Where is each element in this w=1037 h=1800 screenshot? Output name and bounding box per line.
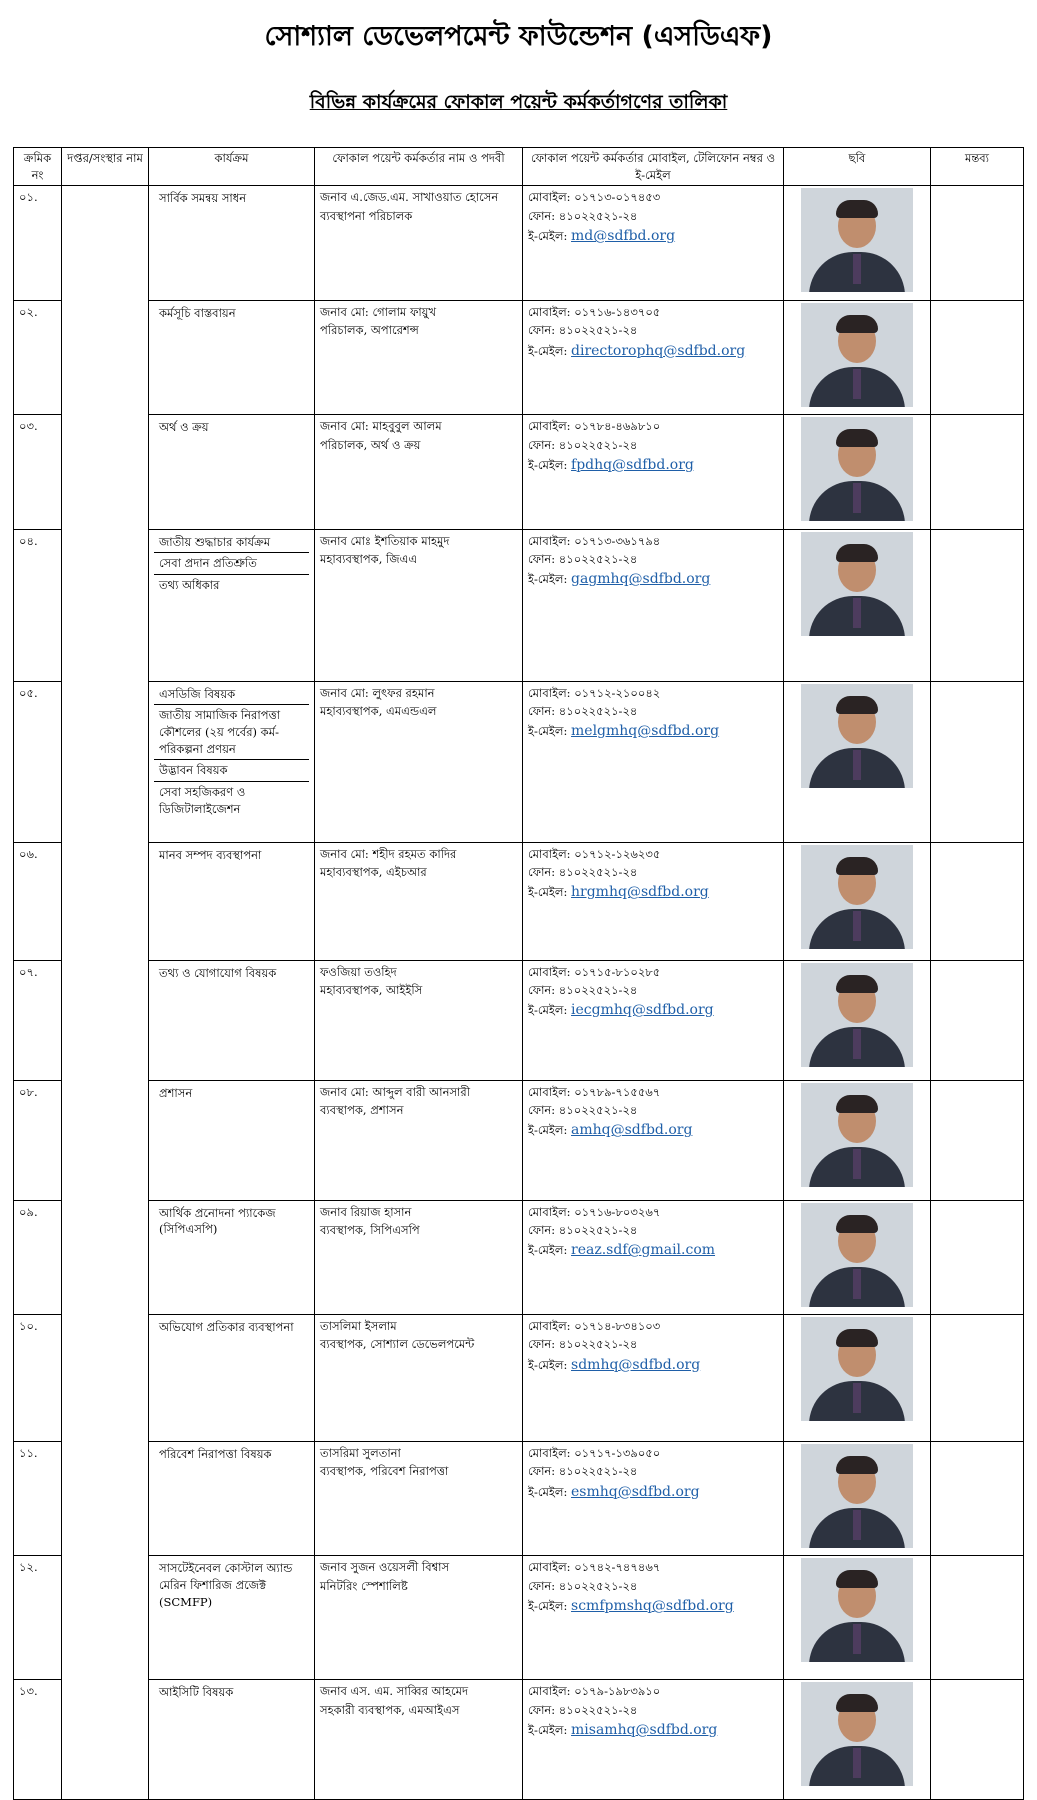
program-cell [149, 842, 315, 960]
officer-cell [315, 1680, 523, 1800]
serial-cell: ০১. [14, 186, 62, 300]
table-header-row [14, 148, 1024, 186]
mobile-number: মোবাইল: ০১৭১৩-৩৬১৭৯৪ [528, 533, 661, 548]
photo-cell [784, 1556, 931, 1680]
subtitle-text: বিভিন্ন কার্যক্রমের ফোকাল পয়েন্ট কর্মকর্তাগণের তালিকা [309, 91, 728, 113]
program-item: উদ্ভাবন বিষয়ক [154, 760, 309, 782]
officer-cell [315, 681, 523, 842]
contact-cell [523, 1200, 784, 1314]
email-line [528, 1119, 778, 1141]
phone-number: ফোন: ৪১০২২৫২১-২৪ [528, 437, 638, 452]
program-item: তথ্য অধিকার [159, 577, 220, 592]
program-cell [149, 960, 315, 1080]
organization-cell [62, 186, 149, 1800]
photo-cell [784, 960, 931, 1080]
serial-cell: ০৪. [14, 529, 62, 681]
program-item: অর্থ ও ক্রয় [159, 420, 209, 435]
officer-cell [315, 842, 523, 960]
email-link[interactable]: esmhq@sdfbd.org [571, 1483, 700, 1500]
photo-hair [836, 544, 878, 562]
email-label: ই-মেইল: [528, 724, 568, 739]
program-cell [149, 1441, 315, 1555]
table-row [14, 1314, 1024, 1441]
table-row [14, 1200, 1024, 1314]
table-row [14, 1556, 1024, 1680]
officer-photo [801, 303, 913, 407]
table-row [14, 681, 1024, 842]
photo-cell [784, 529, 931, 681]
officer-designation: ব্যবস্থাপক, সোশ্যাল ডেভেলপমেন্ট [320, 1337, 475, 1352]
email-link[interactable]: scmfpmshq@sdfbd.org [571, 1598, 734, 1615]
email-line [528, 454, 778, 476]
program-item: আইসিটি বিষয়ক [159, 1685, 234, 1700]
contact-cell [523, 300, 784, 414]
email-label: ই-মেইল: [528, 1484, 568, 1499]
photo-hair [836, 696, 878, 714]
photo-cell [784, 186, 931, 300]
program-item: সার্বিক সমন্বয় সাধন [159, 191, 247, 206]
program-cell [149, 186, 315, 300]
remarks-cell [931, 300, 1024, 414]
officer-cell [315, 415, 523, 529]
remarks-cell [931, 1680, 1024, 1800]
program-item: সেবা সহজিকরণ ও ডিজিটালাইজেশন [159, 784, 246, 816]
email-link[interactable]: directorophq@sdfbd.org [571, 342, 746, 359]
officer-name: জনাব এ.জেড.এম. সাখাওয়াত হোসেন [320, 190, 499, 205]
photo-cell [784, 1314, 931, 1441]
program-item: জাতীয় শুদ্ধাচার কার্যক্রম [154, 532, 309, 554]
officer-name: জনাব মো: আব্দুল বারী আনসারী [320, 1084, 471, 1099]
photo-cell [784, 681, 931, 842]
photo-hair [836, 1570, 878, 1588]
email-line [528, 340, 778, 362]
contact-cell [523, 681, 784, 842]
officer-designation: মহাব্যবস্থাপক, জিএএ [320, 551, 418, 566]
officer-name: তাসরিমা সুলতানা [320, 1445, 401, 1460]
email-link[interactable]: melgmhq@sdfbd.org [571, 723, 720, 740]
officer-cell [315, 1556, 523, 1680]
email-label: ই-মেইল: [528, 1723, 568, 1738]
serial-cell: ০২. [14, 300, 62, 414]
phone-number: ফোন: ৪১০২২৫২১-২৪ [528, 1337, 638, 1352]
column-header-remarks: মন্তব্য [931, 148, 1024, 186]
photo-cell [784, 1080, 931, 1200]
email-line [528, 1719, 778, 1741]
email-line [528, 881, 778, 903]
remarks-cell [931, 1314, 1024, 1441]
column-header-program: কার্যক্রম [149, 148, 315, 186]
mobile-number: মোবাইল: ০১৭১৭-১৩৯০৫০ [528, 1445, 661, 1460]
phone-number: ফোন: ৪১০২২৫২১-২৪ [528, 208, 638, 223]
mobile-number: মোবাইল: ০১৭১২-১২৬২৩৫ [528, 846, 661, 861]
mobile-number: মোবাইল: ০১৭১৫-৮১০২৮৫ [528, 964, 661, 979]
photo-hair [836, 1329, 878, 1347]
officer-photo [801, 963, 913, 1067]
contact-cell [523, 1441, 784, 1555]
program-cell [149, 529, 315, 681]
mobile-number: মোবাইল: ০১৭৪২-৭৪৭৪৬৭ [528, 1560, 661, 1575]
mobile-number: মোবাইল: ০১৭১৩-০১৭৪৫৩ [528, 190, 661, 205]
photo-hair [836, 1694, 878, 1712]
phone-number: ফোন: ৪১০২২৫২১-২৪ [528, 982, 638, 997]
serial-cell: ১০. [14, 1314, 62, 1441]
serial-cell: ০৭. [14, 960, 62, 1080]
officer-cell [315, 960, 523, 1080]
phone-number: ফোন: ৪১০২২৫২১-২৪ [528, 1102, 638, 1117]
photo-hair [836, 857, 878, 875]
photo-tie [853, 1624, 861, 1654]
program-cell [149, 1680, 315, 1800]
email-label: ই-মেইল: [528, 457, 568, 472]
email-link[interactable]: gagmhq@sdfbd.org [571, 571, 711, 588]
remarks-cell [931, 1441, 1024, 1555]
email-label: ই-মেইল: [528, 1003, 568, 1018]
officer-photo [801, 1444, 913, 1548]
officer-photo [801, 845, 913, 949]
program-item: সাসটেইনেবল কোস্টাল অ্যান্ড মেরিন ফিশারিজ প্রজেক্ট (SCMFP) [159, 1561, 293, 1609]
table-body [14, 186, 1024, 1800]
officer-designation: ব্যবস্থাপনা পরিচালক [320, 208, 413, 223]
table-row [14, 1680, 1024, 1800]
remarks-cell [931, 1556, 1024, 1680]
officer-designation: মহাব্যবস্থাপক, এমএন্ডএল [320, 703, 437, 718]
remarks-cell [931, 415, 1024, 529]
officer-designation: সহকারী ব্যবস্থাপক, এমআইএস [320, 1702, 460, 1717]
photo-tie [853, 750, 861, 780]
photo-tie [853, 1383, 861, 1413]
photo-hair [836, 315, 878, 333]
officer-cell [315, 186, 523, 300]
officer-photo [801, 417, 913, 521]
photo-hair [836, 200, 878, 218]
serial-cell: ০৮. [14, 1080, 62, 1200]
photo-cell [784, 842, 931, 960]
officer-designation: পরিচালক, অর্থ ও ক্রয় [320, 437, 421, 452]
email-label: ই-মেইল: [528, 343, 568, 358]
program-item: এসডিজি বিষয়ক [154, 684, 309, 706]
remarks-cell [931, 186, 1024, 300]
contact-cell [523, 529, 784, 681]
officer-name: তাসলিমা ইসলাম [320, 1318, 397, 1333]
column-header-contact: ফোকাল পয়েন্ট কর্মকর্তার মোবাইল, টেলিফোন নম্বর ও ই-মেইল [523, 148, 784, 186]
officer-designation: ব্যবস্থাপক, পরিবেশ নিরাপত্তা [320, 1464, 449, 1479]
officer-name: জনাব মো: লুৎফর রহমান [320, 685, 435, 700]
officer-name: জনাব মো: শহীদ রহমত কাদির [320, 846, 457, 861]
photo-hair [836, 975, 878, 993]
email-link[interactable]: reaz.sdf@gmail.com [571, 1242, 716, 1259]
officer-photo [801, 188, 913, 292]
photo-cell [784, 1441, 931, 1555]
email-label: ই-মেইল: [528, 229, 568, 244]
email-link[interactable]: md@sdfbd.org [571, 228, 676, 245]
program-item: তথ্য ও যোগাযোগ বিষয়ক [159, 965, 277, 980]
page-title: সোশ্যাল ডেভেলপমেন্ট ফাউন্ডেশন (এসডিএফ) [264, 21, 773, 52]
phone-number: ফোন: ৪১০২২৫২১-২৪ [528, 864, 638, 879]
photo-tie [853, 1029, 861, 1059]
photo-tie [853, 598, 861, 628]
program-item: অভিযোগ প্রতিকার ব্যবস্থাপনা [159, 1319, 294, 1334]
photo-tie [853, 369, 861, 399]
officer-designation: মহাব্যবস্থাপক, আইইসি [320, 982, 423, 997]
email-line [528, 1595, 778, 1617]
serial-cell: ১৩. [14, 1680, 62, 1800]
program-cell [149, 681, 315, 842]
mobile-number: মোবাইল: ০১৭১৬-১৪৩৭০৫ [528, 304, 661, 319]
officer-photo [801, 1083, 913, 1187]
program-item: প্রশাসন [159, 1085, 193, 1100]
program-cell [149, 1556, 315, 1680]
contact-cell [523, 1314, 784, 1441]
email-line [528, 225, 778, 247]
officer-cell [315, 1314, 523, 1441]
officer-name: জনাব মো: মাহবুবুল আলম [320, 419, 442, 434]
serial-cell: ১২. [14, 1556, 62, 1680]
officer-photo [801, 1203, 913, 1307]
email-label: ই-মেইল: [528, 1357, 568, 1372]
remarks-cell [931, 529, 1024, 681]
email-label: ই-মেইল: [528, 1599, 568, 1614]
photo-tie [853, 1748, 861, 1778]
program-item: কর্মসূচি বাস্তবায়ন [159, 305, 236, 320]
phone-number: ফোন: ৪১০২২৫২১-২৪ [528, 323, 638, 338]
serial-cell: ০৩. [14, 415, 62, 529]
phone-number: ফোন: ৪১০২২৫২১-২৪ [528, 1464, 638, 1479]
page-subtitle [0, 88, 1037, 120]
column-header-office: দপ্তর/সংস্থার নাম [62, 148, 149, 186]
photo-hair [836, 429, 878, 447]
program-cell [149, 415, 315, 529]
email-link[interactable]: fpdhq@sdfbd.org [571, 456, 694, 473]
focal-point-table [13, 147, 1024, 1800]
remarks-cell [931, 842, 1024, 960]
email-link[interactable]: sdmhq@sdfbd.org [571, 1356, 701, 1373]
officer-name: জনাব এস. এম. সাব্বির আহমেদ [320, 1684, 469, 1699]
program-item: আর্থিক প্রনোদনা প্যাকেজ (সিপিএসপি) [159, 1205, 276, 1237]
table-row [14, 1080, 1024, 1200]
photo-tie [853, 1149, 861, 1179]
contact-cell [523, 1556, 784, 1680]
contact-cell [523, 186, 784, 300]
officer-designation: ব্যবস্থাপক, প্রশাসন [320, 1102, 404, 1117]
officer-cell [315, 1080, 523, 1200]
program-item: মানব সম্পদ ব্যবস্থাপনা [159, 847, 262, 862]
serial-cell: ০৬. [14, 842, 62, 960]
officer-designation: মহাব্যবস্থাপক, এইচআর [320, 864, 427, 879]
email-label: ই-মেইল: [528, 572, 568, 587]
table-row [14, 960, 1024, 1080]
contact-cell [523, 1680, 784, 1800]
photo-cell [784, 415, 931, 529]
table-row [14, 186, 1024, 300]
photo-hair [836, 1095, 878, 1113]
remarks-cell [931, 681, 1024, 842]
table-row [14, 842, 1024, 960]
contact-cell [523, 415, 784, 529]
photo-cell [784, 300, 931, 414]
photo-cell [784, 1680, 931, 1800]
email-link[interactable]: hrgmhq@sdfbd.org [571, 884, 709, 901]
email-line [528, 1354, 778, 1376]
officer-name: জনাব মো: গোলাম ফায়ুখ [320, 304, 437, 319]
remarks-cell [931, 1200, 1024, 1314]
email-link[interactable]: iecgmhq@sdfbd.org [571, 1002, 714, 1019]
photo-cell [784, 1200, 931, 1314]
officer-name: ফওজিয়া তওহিদ [320, 964, 397, 979]
table-row [14, 1441, 1024, 1555]
officer-name: জনাব মোঃ ইশতিয়াক মাহমুদ [320, 533, 450, 548]
phone-number: ফোন: ৪১০২২৫২১-২৪ [528, 1702, 638, 1717]
serial-cell: ০৫. [14, 681, 62, 842]
phone-number: ফোন: ৪১০২২৫২১-২৪ [528, 1222, 638, 1237]
phone-number: ফোন: ৪১০২২৫২১-২৪ [528, 1578, 638, 1593]
officer-cell [315, 300, 523, 414]
email-line [528, 999, 778, 1021]
email-label: ই-মেইল: [528, 885, 568, 900]
remarks-cell [931, 960, 1024, 1080]
photo-tie [853, 1269, 861, 1299]
column-header-name: ফোকাল পয়েন্ট কর্মকর্তার নাম ও পদবী [315, 148, 523, 186]
officer-photo [801, 684, 913, 788]
officer-name: জনাব রিয়াজ হাসান [320, 1204, 412, 1219]
serial-cell: ১১. [14, 1441, 62, 1555]
program-item: পরিবেশ নিরাপত্তা বিষয়ক [159, 1446, 272, 1461]
photo-hair [836, 1456, 878, 1474]
email-label: ই-মেইল: [528, 1243, 568, 1258]
officer-designation: ব্যবস্থাপক, সিপিএসপি [320, 1222, 420, 1237]
contact-cell [523, 1080, 784, 1200]
photo-hair [836, 1215, 878, 1233]
officer-photo [801, 532, 913, 636]
email-line [528, 568, 778, 590]
photo-tie [853, 254, 861, 284]
email-label: ই-মেইল: [528, 1123, 568, 1138]
phone-number: ফোন: ৪১০২২৫২১-২৪ [528, 703, 638, 718]
mobile-number: মোবাইল: ০১৭৯-১৯৮৩৯১০ [528, 1684, 661, 1699]
photo-tie [853, 1510, 861, 1540]
mobile-number: মোবাইল: ০১৭১৬-৮০৩২৬৭ [528, 1204, 661, 1219]
officer-designation: পরিচালক, অপারেশন্স [320, 323, 419, 338]
photo-tie [853, 483, 861, 513]
email-line [528, 720, 778, 742]
column-header-photo: ছবি [784, 148, 931, 186]
photo-tie [853, 911, 861, 941]
table-row [14, 529, 1024, 681]
program-item: জাতীয় সামাজিক নিরাপত্তা কৌশলের (২য় পর্বের) কর্ম-পরিকল্পনা প্রণয়ন [154, 705, 309, 760]
table-row [14, 415, 1024, 529]
contact-cell [523, 842, 784, 960]
officer-cell [315, 1441, 523, 1555]
remarks-cell [931, 1080, 1024, 1200]
mobile-number: মোবাইল: ০১৭৮৪-৪৬৯৮১০ [528, 419, 661, 434]
serial-cell: ০৯. [14, 1200, 62, 1314]
contact-cell [523, 960, 784, 1080]
program-cell [149, 1314, 315, 1441]
mobile-number: মোবাইল: ০১৭১৪-৮৩৪১০৩ [528, 1318, 661, 1333]
officer-photo [801, 1317, 913, 1421]
officer-cell [315, 1200, 523, 1314]
officer-photo [801, 1682, 913, 1786]
mobile-number: মোবাইল: ০১৭৮৯-৭১৫৫৬৭ [528, 1084, 661, 1099]
program-cell [149, 1080, 315, 1200]
program-cell [149, 1200, 315, 1314]
email-line [528, 1239, 778, 1261]
email-link[interactable]: amhq@sdfbd.org [571, 1122, 693, 1139]
officer-name: জনাব সুজন ওয়েসলী বিশ্বাস [320, 1560, 450, 1575]
program-cell [149, 300, 315, 414]
officer-photo [801, 1558, 913, 1662]
email-link[interactable]: misamhq@sdfbd.org [571, 1722, 718, 1739]
officer-cell [315, 529, 523, 681]
email-line [528, 1481, 778, 1503]
table-row [14, 300, 1024, 414]
program-item: সেবা প্রদান প্রতিশ্রুতি [154, 553, 309, 575]
officer-designation: মনিটরিং স্পেশালিষ্ট [320, 1578, 408, 1593]
phone-number: ফোন: ৪১০২২৫২১-২৪ [528, 551, 638, 566]
column-header-serial: ক্রমিক নং [14, 148, 62, 186]
mobile-number: মোবাইল: ০১৭১২-২১০০৪২ [528, 685, 661, 700]
